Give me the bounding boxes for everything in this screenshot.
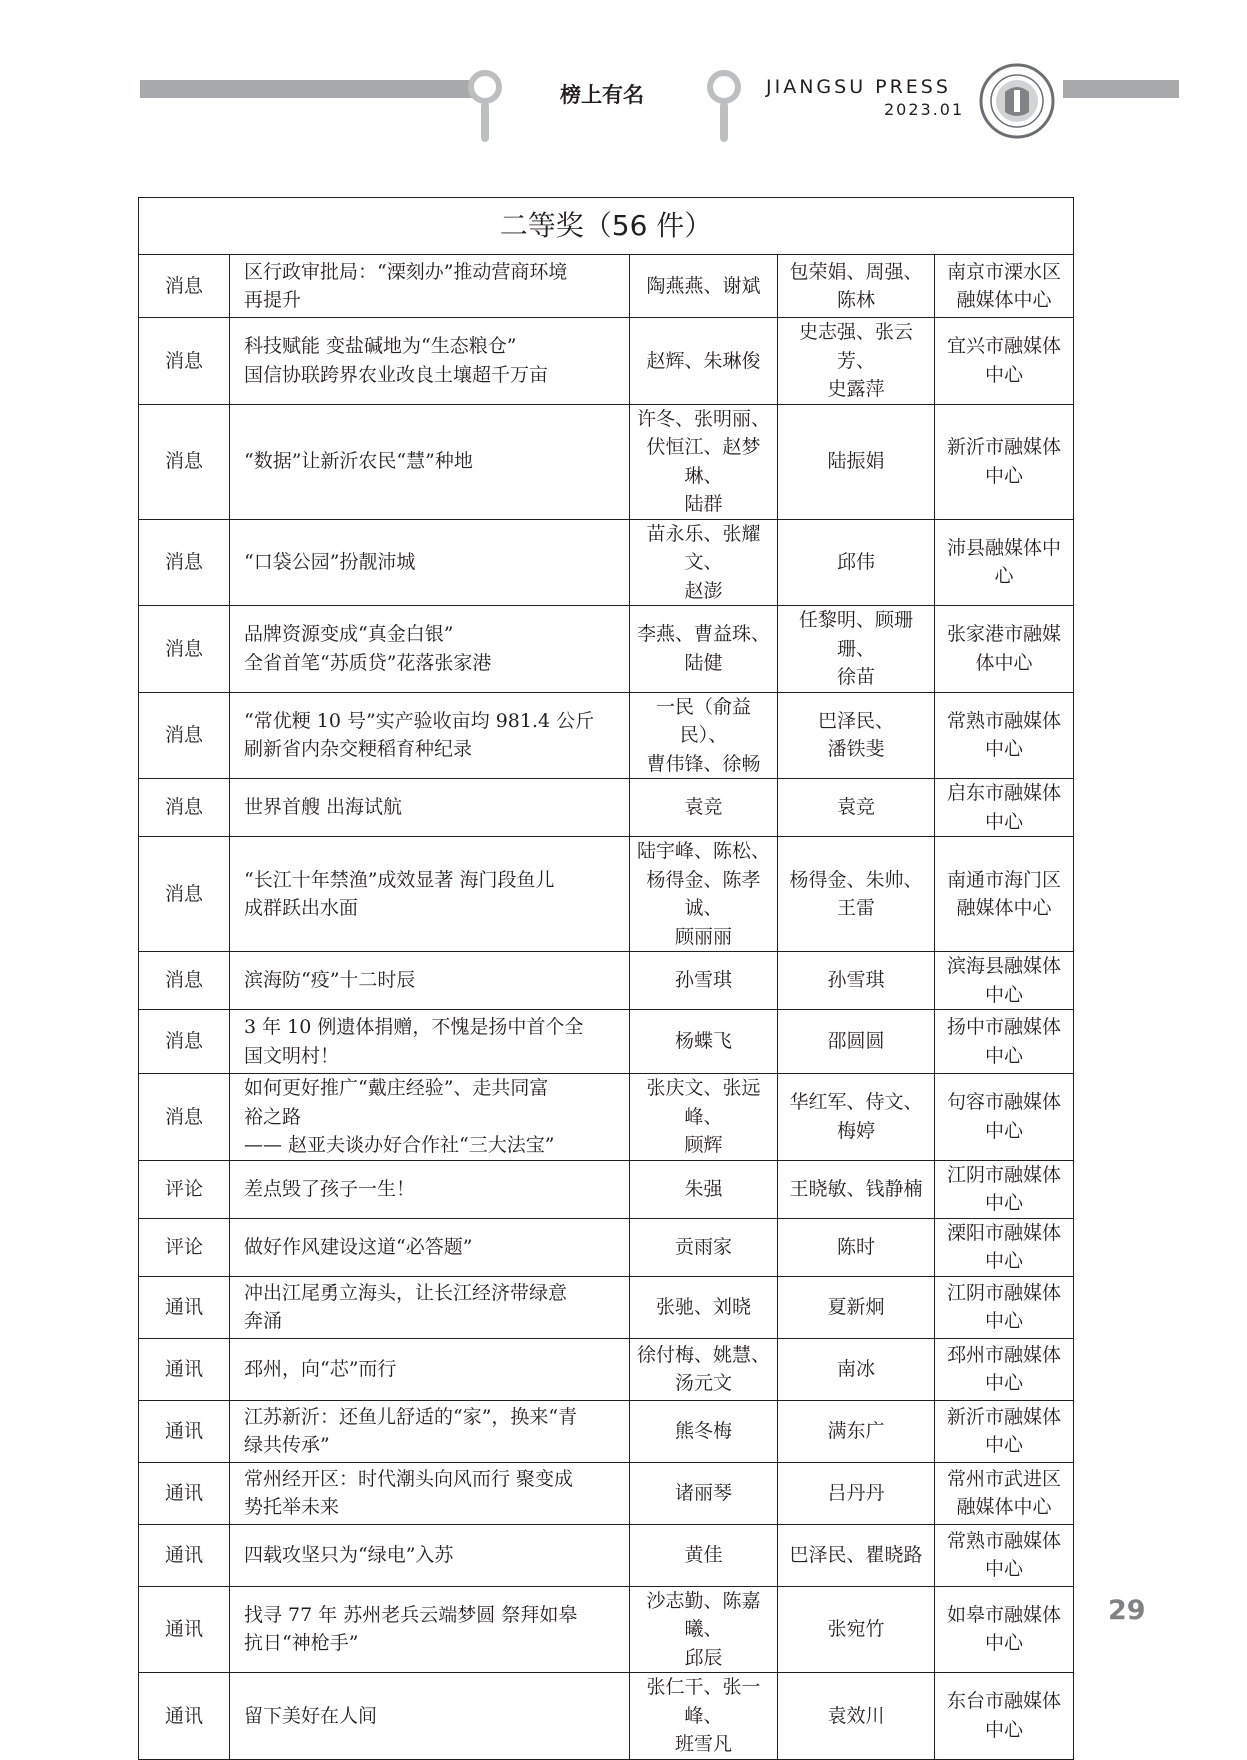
unit-line: 沛县融媒体中 <box>947 536 1062 559</box>
editors-line: 南冰 <box>836 1357 875 1380</box>
category-cell: 消息 <box>139 837 230 952</box>
unit-line: 句容市融媒体 <box>947 1091 1062 1114</box>
editors-cell <box>778 1218 935 1276</box>
unit-line: 扬中市融媒体 <box>947 1016 1062 1038</box>
unit-cell <box>935 952 1074 1010</box>
editors-line: 王雷 <box>836 897 875 919</box>
unit-line: 宜兴市融媒体 <box>947 335 1062 358</box>
unit-line: 中心 <box>985 1434 1024 1456</box>
editors-line: 巴泽民、 <box>817 709 894 732</box>
category-cell: 通讯 <box>139 1524 230 1586</box>
title-cell <box>230 1462 630 1524</box>
title-cell <box>230 1010 630 1074</box>
table-row <box>139 1524 1074 1586</box>
editors-line: 史志强、张云芳、 <box>798 321 913 372</box>
unit-line: 融媒体中心 <box>956 897 1052 919</box>
editors-line: 史露萍 <box>827 378 885 400</box>
unit-line: 常熟市融媒体 <box>947 1529 1062 1552</box>
award-table <box>138 197 1074 1760</box>
page-number: 29 <box>1108 1595 1146 1626</box>
unit-cell <box>935 692 1074 779</box>
unit-line: 中心 <box>985 1558 1024 1580</box>
unit-line: 中心 <box>985 1632 1024 1655</box>
unit-line: 江阴市融媒体 <box>947 1163 1062 1186</box>
unit-line: 融媒体中心 <box>956 289 1052 311</box>
title-line: 如何更好推广“戴庄经验”、走共同富 <box>244 1077 549 1099</box>
authors-line: 赵辉、朱琳俊 <box>646 349 761 372</box>
table-row <box>139 1160 1074 1218</box>
authors-line: 许冬、张明丽、 <box>636 407 770 430</box>
authors-line: 汤元文 <box>674 1372 732 1394</box>
authors-cell <box>630 404 778 519</box>
authors-cell <box>630 692 778 779</box>
unit-line: 东台市融媒体 <box>947 1690 1062 1713</box>
authors-line: 邱辰 <box>684 1646 723 1669</box>
issue-number: 2023.01 <box>884 100 965 119</box>
title-line: 裕之路 <box>244 1105 302 1128</box>
title-line: 区行政审批局：“溧刻办”推动营商环境 <box>244 260 568 283</box>
editors-cell <box>778 1160 935 1218</box>
editors-cell <box>778 606 935 693</box>
authors-cell <box>630 255 778 318</box>
table-row <box>139 255 1074 318</box>
title-line: “数据”让新沂农民“慧”种地 <box>244 450 473 473</box>
title-cell <box>230 519 630 606</box>
editors-line: 华红军、侍文、 <box>789 1091 923 1114</box>
authors-cell <box>630 1074 778 1161</box>
table-row <box>139 1074 1074 1161</box>
authors-line: 陆群 <box>684 493 723 515</box>
table-caption: 二等奖（56 件） <box>139 198 1074 255</box>
title-line: 常州经开区：时代潮头向风而行 聚变成 <box>244 1467 574 1490</box>
editors-line: 夏新炯 <box>827 1295 885 1318</box>
header-bar-left <box>140 80 480 98</box>
title-line: 国信协联跨界农业改良土壤超千万亩 <box>244 363 549 386</box>
unit-line: 中心 <box>985 1119 1024 1142</box>
unit-line: 体中心 <box>975 651 1033 674</box>
authors-line: 熊冬梅 <box>674 1419 732 1442</box>
header-bar-right <box>1063 80 1179 98</box>
editors-line: 包荣娟、周强、 <box>789 260 923 283</box>
title-cell <box>230 255 630 318</box>
editors-cell <box>778 1586 935 1673</box>
authors-line: 顾丽丽 <box>674 925 732 948</box>
unit-cell <box>935 1400 1074 1462</box>
title-line: 国文明村！ <box>244 1044 340 1067</box>
title-cell <box>230 1074 630 1161</box>
editors-line: 徐苗 <box>836 666 875 688</box>
editors-line: 潘铁斐 <box>827 738 885 761</box>
editors-cell <box>778 1462 935 1524</box>
title-line: 绿共传承” <box>244 1434 330 1456</box>
authors-cell <box>630 1010 778 1074</box>
table-caption-row <box>139 198 1074 255</box>
title-line: “口袋公园”扮靓沛城 <box>244 551 416 573</box>
category-cell: 消息 <box>139 606 230 693</box>
title-line: 成群跃出水面 <box>244 897 359 919</box>
editors-line: 孙雪琪 <box>827 969 885 992</box>
title-line: 江苏新沂：还鱼儿舒适的“家”，换来“青 <box>244 1405 578 1428</box>
authors-cell <box>630 1276 778 1338</box>
editors-cell <box>778 1400 935 1462</box>
title-line: 找寻 77 年 苏州老兵云端梦圆 祭拜如皋 <box>244 1603 578 1626</box>
editors-line: 吕丹丹 <box>827 1481 885 1504</box>
table-row <box>139 692 1074 779</box>
table-row <box>139 837 1074 952</box>
title-cell <box>230 1673 630 1760</box>
editors-cell <box>778 1010 935 1074</box>
authors-line: 贡雨家 <box>674 1235 732 1258</box>
authors-line: 张庆文、张远峰、 <box>646 1077 761 1128</box>
title-line: —— 赵亚夫谈办好合作社“三大法宝” <box>244 1134 555 1156</box>
unit-line: 心 <box>994 565 1014 588</box>
category-cell: 消息 <box>139 1074 230 1161</box>
unit-line: 张家港市融媒 <box>947 623 1062 646</box>
authors-line: 一民（俞益民）、 <box>655 695 751 746</box>
title-line: 刷新省内杂交粳稻育种纪录 <box>244 738 473 761</box>
unit-line: 南京市溧水区 <box>947 260 1062 283</box>
editors-cell <box>778 404 935 519</box>
unit-cell <box>935 1586 1074 1673</box>
authors-cell <box>630 1462 778 1524</box>
title-line: “常优粳 10 号”实产验收亩均 981.4 公斤 <box>244 709 595 732</box>
unit-cell <box>935 1218 1074 1276</box>
table-row <box>139 1338 1074 1400</box>
title-line: “长江十年禁渔”成效显著 海门段鱼儿 <box>244 868 555 891</box>
authors-line: 苗永乐、张耀文、 <box>646 522 761 573</box>
title-cell <box>230 1218 630 1276</box>
unit-cell <box>935 1074 1074 1161</box>
unit-line: 溧阳市融媒体 <box>947 1221 1062 1244</box>
unit-line: 启东市融媒体 <box>947 782 1062 804</box>
table-row <box>139 606 1074 693</box>
authors-cell <box>630 606 778 693</box>
editors-cell <box>778 1074 935 1161</box>
unit-cell <box>935 1276 1074 1338</box>
title-cell <box>230 1400 630 1462</box>
editors-cell <box>778 1276 935 1338</box>
title-cell <box>230 1160 630 1218</box>
authors-cell <box>630 1673 778 1760</box>
category-cell: 评论 <box>139 1218 230 1276</box>
title-cell <box>230 318 630 405</box>
unit-cell <box>935 1338 1074 1400</box>
category-cell: 消息 <box>139 779 230 837</box>
authors-line: 张驰、刘晓 <box>655 1295 751 1318</box>
authors-line: 诸丽琴 <box>674 1481 732 1504</box>
table-row <box>139 779 1074 837</box>
unit-cell <box>935 255 1074 318</box>
authors-line: 孙雪琪 <box>674 969 732 992</box>
table-row <box>139 1010 1074 1074</box>
editors-line: 袁效川 <box>827 1704 885 1727</box>
unit-line: 新沂市融媒体 <box>947 436 1062 458</box>
table-row <box>139 1276 1074 1338</box>
category-cell: 通讯 <box>139 1586 230 1673</box>
authors-line: 袁竞 <box>684 796 723 819</box>
category-cell: 通讯 <box>139 1673 230 1760</box>
authors-cell <box>630 1586 778 1673</box>
editors-cell <box>778 1338 935 1400</box>
authors-line: 班雪凡 <box>674 1733 732 1755</box>
unit-line: 中心 <box>985 1310 1024 1332</box>
title-cell <box>230 1276 630 1338</box>
category-cell: 消息 <box>139 692 230 779</box>
category-cell: 通讯 <box>139 1276 230 1338</box>
category-cell: 消息 <box>139 519 230 606</box>
editors-line: 巴泽民、瞿晓路 <box>789 1543 923 1566</box>
authors-line: 李燕、曹益珠、 <box>636 623 770 646</box>
unit-cell <box>935 1160 1074 1218</box>
editors-cell <box>778 1524 935 1586</box>
unit-cell <box>935 318 1074 405</box>
category-cell: 通讯 <box>139 1400 230 1462</box>
unit-line: 南通市海门区 <box>947 868 1062 891</box>
title-line: 势托举未来 <box>244 1496 340 1518</box>
title-line: 抗日“神枪手” <box>244 1632 359 1655</box>
table-row <box>139 952 1074 1010</box>
unit-line: 中心 <box>985 1192 1024 1214</box>
unit-line: 中心 <box>985 738 1024 761</box>
unit-cell <box>935 1462 1074 1524</box>
unit-line: 常州市武进区 <box>947 1467 1062 1490</box>
title-line: 再提升 <box>244 289 302 311</box>
pin-icon <box>468 70 502 140</box>
title-line: 世界首艘 出海试航 <box>244 796 403 819</box>
title-line: 邳州，向“芯”而行 <box>244 1357 397 1380</box>
unit-line: 常熟市融媒体 <box>947 709 1062 732</box>
editors-cell <box>778 1673 935 1760</box>
title-line: 全省首笔“苏质贷”花落张家港 <box>244 651 492 674</box>
authors-line: 黄佳 <box>684 1543 723 1566</box>
title-line: 科技赋能 变盐碱地为“生态粮仓” <box>244 335 517 358</box>
table-row <box>139 1586 1074 1673</box>
editors-cell <box>778 837 935 952</box>
authors-line: 曹伟锋、徐畅 <box>646 752 761 775</box>
unit-cell <box>935 519 1074 606</box>
authors-cell <box>630 1160 778 1218</box>
table-row <box>139 1462 1074 1524</box>
authors-cell <box>630 318 778 405</box>
editors-line: 满东广 <box>827 1419 885 1442</box>
unit-cell <box>935 837 1074 952</box>
editors-cell <box>778 692 935 779</box>
authors-line: 陶燕燕、谢斌 <box>646 274 761 297</box>
table-row <box>139 404 1074 519</box>
unit-line: 中心 <box>985 1250 1024 1272</box>
association-seal-icon <box>978 62 1056 140</box>
editors-cell <box>778 519 935 606</box>
editors-line: 王晓敏、钱静楠 <box>789 1177 923 1200</box>
unit-line: 融媒体中心 <box>956 1496 1052 1518</box>
authors-line: 朱强 <box>684 1177 723 1200</box>
unit-line: 中心 <box>985 464 1024 487</box>
authors-line: 杨蝶飞 <box>674 1030 732 1053</box>
title-cell <box>230 837 630 952</box>
authors-line: 顾辉 <box>684 1134 723 1156</box>
title-line: 四载攻坚只为“绿电”入苏 <box>244 1543 454 1566</box>
table-row <box>139 1673 1074 1760</box>
title-line: 做好作风建设这道“必答题” <box>244 1235 473 1258</box>
editors-line: 张宛竹 <box>827 1618 885 1640</box>
authors-cell <box>630 1338 778 1400</box>
title-cell <box>230 1338 630 1400</box>
title-line: 滨海防“疫”十二时辰 <box>244 969 416 992</box>
editors-cell <box>778 255 935 318</box>
authors-line: 陆宇峰、陈松、 <box>636 840 770 862</box>
authors-line: 徐付梅、姚慧、 <box>636 1343 770 1366</box>
title-cell <box>230 952 630 1010</box>
editors-cell <box>778 779 935 837</box>
authors-line: 杨得金、陈孝诚、 <box>646 868 761 919</box>
editors-line: 陆振娟 <box>827 450 885 473</box>
title-cell <box>230 404 630 519</box>
unit-line: 中心 <box>985 1718 1024 1741</box>
editors-line: 陈林 <box>836 289 875 311</box>
category-cell: 消息 <box>139 952 230 1010</box>
pin-icon <box>707 70 741 140</box>
title-line: 奔涌 <box>244 1310 283 1332</box>
section-name: 榜上有名 <box>560 83 644 107</box>
table-row <box>139 1400 1074 1462</box>
authors-cell <box>630 779 778 837</box>
unit-cell <box>935 1524 1074 1586</box>
title-cell <box>230 1524 630 1586</box>
authors-line: 张仁干、张一峰、 <box>646 1676 761 1727</box>
editors-line: 邵圆圆 <box>827 1030 885 1053</box>
unit-cell <box>935 1010 1074 1074</box>
editors-line: 陈时 <box>836 1235 875 1258</box>
editors-line: 任黎明、顾珊珊、 <box>798 609 913 660</box>
title-cell <box>230 779 630 837</box>
category-cell: 消息 <box>139 404 230 519</box>
authors-cell <box>630 1524 778 1586</box>
category-cell: 评论 <box>139 1160 230 1218</box>
unit-line: 中心 <box>985 1372 1024 1394</box>
editors-line: 杨得金、朱帅、 <box>789 868 923 891</box>
authors-cell <box>630 1400 778 1462</box>
editors-line: 袁竞 <box>836 796 875 819</box>
title-line: 差点毁了孩子一生！ <box>244 1177 416 1200</box>
editors-cell <box>778 952 935 1010</box>
table-row <box>139 318 1074 405</box>
unit-line: 滨海县融媒体 <box>947 955 1062 977</box>
title-cell <box>230 692 630 779</box>
authors-line: 陆健 <box>684 651 723 674</box>
editors-line: 梅婷 <box>836 1119 875 1142</box>
authors-cell <box>630 952 778 1010</box>
unit-cell <box>935 606 1074 693</box>
unit-line: 中心 <box>985 810 1024 833</box>
category-cell: 消息 <box>139 318 230 405</box>
authors-line: 赵澎 <box>684 579 723 602</box>
category-cell: 通讯 <box>139 1338 230 1400</box>
unit-line: 新沂市融媒体 <box>947 1405 1062 1428</box>
title-cell <box>230 606 630 693</box>
unit-line: 中心 <box>985 363 1024 386</box>
unit-line: 如皋市融媒体 <box>947 1603 1062 1626</box>
unit-cell <box>935 1673 1074 1760</box>
authors-line: 沙志勤、陈嘉曦、 <box>646 1589 761 1640</box>
authors-cell <box>630 1218 778 1276</box>
authors-cell <box>630 519 778 606</box>
title-cell <box>230 1586 630 1673</box>
unit-line: 中心 <box>985 983 1024 1006</box>
editors-line: 邱伟 <box>836 551 875 573</box>
magazine-name: JIANGSU PRESS <box>766 76 951 98</box>
title-line: 3 年 10 例遗体捐赠，不愧是扬中首个全 <box>244 1016 584 1038</box>
unit-line: 中心 <box>985 1044 1024 1067</box>
title-line: 留下美好在人间 <box>244 1704 378 1727</box>
authors-line: 伏恒江、赵梦琳、 <box>646 436 761 487</box>
unit-cell <box>935 779 1074 837</box>
editors-cell <box>778 318 935 405</box>
unit-cell <box>935 404 1074 519</box>
category-cell: 消息 <box>139 255 230 318</box>
category-cell: 通讯 <box>139 1462 230 1524</box>
table-row <box>139 519 1074 606</box>
title-line: 品牌资源变成“真金白银” <box>244 623 454 646</box>
authors-cell <box>630 837 778 952</box>
title-line: 冲出江尾勇立海头，让长江经济带绿意 <box>244 1281 568 1304</box>
unit-line: 邳州市融媒体 <box>947 1343 1062 1366</box>
category-cell: 消息 <box>139 1010 230 1074</box>
unit-line: 江阴市融媒体 <box>947 1281 1062 1304</box>
table-row <box>139 1218 1074 1276</box>
